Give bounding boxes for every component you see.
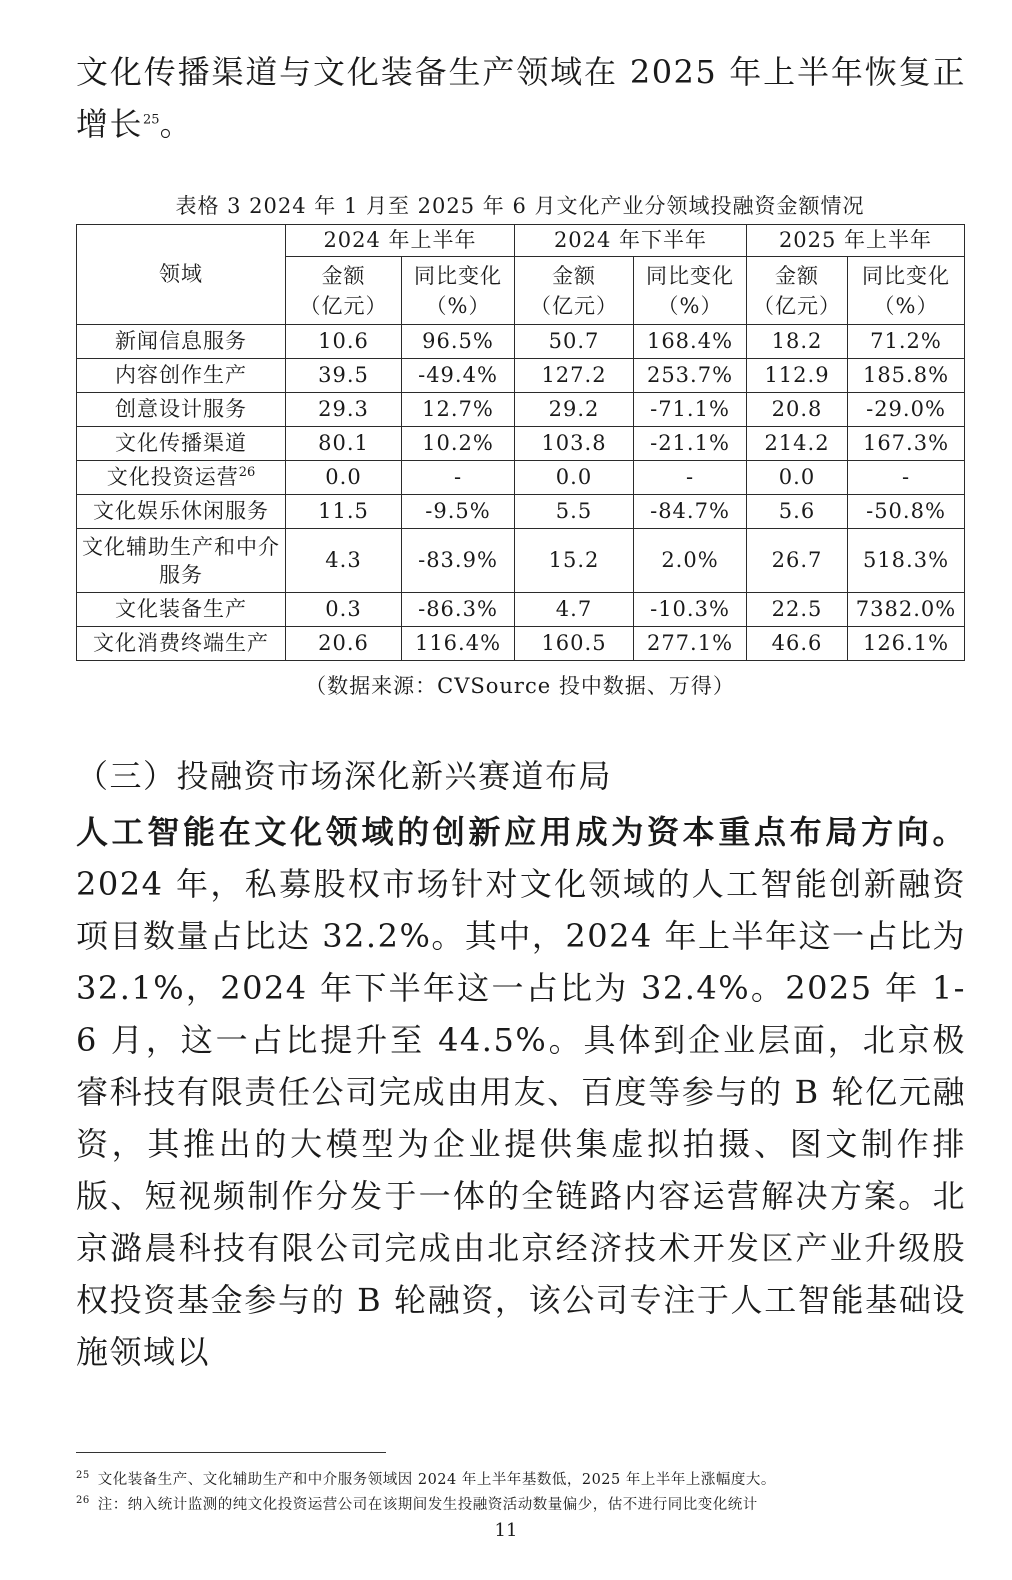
intro-end: 。	[159, 105, 194, 143]
intro-text: 文化传播渠道与文化装备生产领域在 2025 年上半年恢复正增长	[76, 53, 966, 143]
footnote-ref-25[interactable]: 25	[143, 112, 160, 128]
cell-amount-2024h1: 29.3	[286, 393, 402, 427]
cell-amount-2024h2: 0.0	[515, 461, 634, 495]
section-heading: （三）投融资市场深化新兴赛道布局	[76, 757, 613, 795]
cell-change-2024h1: 116.4%	[402, 627, 515, 661]
cell-amount-2024h1: 10.6	[286, 325, 402, 359]
cell-amount-2024h1: 0.0	[286, 461, 402, 495]
page-number: 11	[494, 1520, 518, 1541]
lead-sentence: 人工智能在文化领域的创新应用成为资本重点布局方向。	[76, 813, 966, 851]
table-row	[77, 427, 965, 461]
header-domain: 领域	[77, 225, 286, 325]
body-paragraph	[76, 806, 966, 1378]
cell-amount-2025h1: 0.0	[747, 461, 848, 495]
cell-change-2024h2: -	[634, 461, 747, 495]
row-domain: 文化传播渠道	[77, 427, 286, 461]
cell-change-2024h1: 12.7%	[402, 393, 515, 427]
cell-amount-2024h2: 103.8	[515, 427, 634, 461]
cell-change-2024h2: -84.7%	[634, 495, 747, 529]
intro-paragraph	[76, 46, 966, 150]
cell-change-2024h1: -83.9%	[402, 529, 515, 593]
cell-amount-2024h2: 29.2	[515, 393, 634, 427]
cell-change-2024h2: -21.1%	[634, 427, 747, 461]
cell-change-2025h1: 126.1%	[848, 627, 965, 661]
cell-amount-2025h1: 22.5	[747, 593, 848, 627]
cell-amount-2025h1: 5.6	[747, 495, 848, 529]
header-amount: 金额 （亿元）	[515, 257, 634, 325]
cell-change-2024h1: -	[402, 461, 515, 495]
footnote-26: $^{26}$ 注：纳入统计监测的纯文化投资运营公司在该期间发生投融资活动数量偏少，估不进行同比变化统计	[76, 1495, 758, 1513]
table-row	[77, 461, 965, 495]
footnote-ref-26[interactable]: 26	[238, 465, 256, 480]
row-domain: 文化辅助生产和中介服务	[77, 529, 286, 593]
cell-change-2024h1: -9.5%	[402, 495, 515, 529]
financing-table	[76, 224, 965, 661]
header-period-2024h1: 2024 年上半年	[286, 225, 515, 257]
cell-change-2024h1: -86.3%	[402, 593, 515, 627]
cell-change-2024h2: 2.0%	[634, 529, 747, 593]
cell-amount-2025h1: 20.8	[747, 393, 848, 427]
header-amount: 金额 （亿元）	[286, 257, 402, 325]
cell-amount-2025h1: 18.2	[747, 325, 848, 359]
cell-change-2025h1: 185.8%	[848, 359, 965, 393]
table-row	[77, 359, 965, 393]
cell-amount-2024h1: 0.3	[286, 593, 402, 627]
cell-amount-2024h1: 39.5	[286, 359, 402, 393]
cell-change-2025h1: -	[848, 461, 965, 495]
header-change: 同比变化 （%）	[402, 257, 515, 325]
cell-amount-2024h2: 127.2	[515, 359, 634, 393]
cell-change-2024h1: -49.4%	[402, 359, 515, 393]
header-change: 同比变化 （%）	[634, 257, 747, 325]
cell-amount-2024h1: 11.5	[286, 495, 402, 529]
cell-change-2025h1: -50.8%	[848, 495, 965, 529]
cell-amount-2024h2: 15.2	[515, 529, 634, 593]
cell-amount-2024h2: 4.7	[515, 593, 634, 627]
cell-change-2025h1: -29.0%	[848, 393, 965, 427]
cell-change-2025h1: 167.3%	[848, 427, 965, 461]
row-domain: 新闻信息服务	[77, 325, 286, 359]
table-row	[77, 495, 965, 529]
cell-amount-2025h1: 46.6	[747, 627, 848, 661]
cell-change-2024h2: 168.4%	[634, 325, 747, 359]
cell-amount-2024h2: 50.7	[515, 325, 634, 359]
table-row	[77, 627, 965, 661]
cell-amount-2025h1: 112.9	[747, 359, 848, 393]
table-source: （数据来源：CVSource 投中数据、万得）	[305, 674, 735, 698]
cell-amount-2024h1: 4.3	[286, 529, 402, 593]
table-row	[77, 393, 965, 427]
header-amount: 金额 （亿元）	[747, 257, 848, 325]
cell-change-2025h1: 71.2%	[848, 325, 965, 359]
cell-amount-2025h1: 214.2	[747, 427, 848, 461]
cell-amount-2024h1: 80.1	[286, 427, 402, 461]
table-row	[77, 593, 965, 627]
cell-change-2024h2: 277.1%	[634, 627, 747, 661]
row-domain: 文化娱乐休闲服务	[77, 495, 286, 529]
cell-change-2024h2: -71.1%	[634, 393, 747, 427]
table-row	[77, 325, 965, 359]
cell-amount-2024h2: 5.5	[515, 495, 634, 529]
table-row	[77, 529, 965, 593]
cell-change-2025h1: 518.3%	[848, 529, 965, 593]
header-period-2024h2: 2024 年下半年	[515, 225, 747, 257]
row-domain: 内容创作生产	[77, 359, 286, 393]
cell-amount-2024h1: 20.6	[286, 627, 402, 661]
row-domain: 创意设计服务	[77, 393, 286, 427]
footnote-25: $^{25}$ 文化装备生产、文化辅助生产和中介服务领域因 2024 年上半年基数低，2025 年上半年上涨幅度大。	[76, 1470, 776, 1488]
cell-change-2025h1: 7382.0%	[848, 593, 965, 627]
cell-change-2024h2: -10.3%	[634, 593, 747, 627]
footnote-divider	[76, 1452, 386, 1453]
paragraph-text: 2024 年，私募股权市场针对文化领域的人工智能创新融资项目数量占比达 32.2%。其中，2024 年上半年这一占比为 32.1%，2024 年下半年这一占比为 32.4%。2025 年 1-6 月，这一占比提升至 44.5%。具体到企业层面，北京极睿科技有限责任公司完成由用友、百度等参与的 B 轮亿元融资，其推出的大模型为企业提供集虚拟拍摄、图文制作排版、短视频制作分发于一体的全链路内容运营解决方案。北京潞晨科技有限公司完成由北京经济技术开发区产业升级股权投资基金参与的 B 轮融资，该公司专注于人工智能基础设施领域以	[76, 865, 966, 1371]
row-domain: 文化消费终端生产	[77, 627, 286, 661]
table-caption: 表格 3 2024 年 1 月至 2025 年 6 月文化产业分领域投融资金额情况	[175, 194, 865, 218]
header-change: 同比变化 （%）	[848, 257, 965, 325]
row-domain: 文化装备生产	[77, 593, 286, 627]
cell-amount-2024h2: 160.5	[515, 627, 634, 661]
cell-change-2024h2: 253.7%	[634, 359, 747, 393]
cell-amount-2025h1: 26.7	[747, 529, 848, 593]
header-period-2025h1: 2025 年上半年	[747, 225, 965, 257]
cell-change-2024h1: 96.5%	[402, 325, 515, 359]
row-domain: 文化投资运营$^{26}$	[77, 461, 286, 495]
cell-change-2024h1: 10.2%	[402, 427, 515, 461]
